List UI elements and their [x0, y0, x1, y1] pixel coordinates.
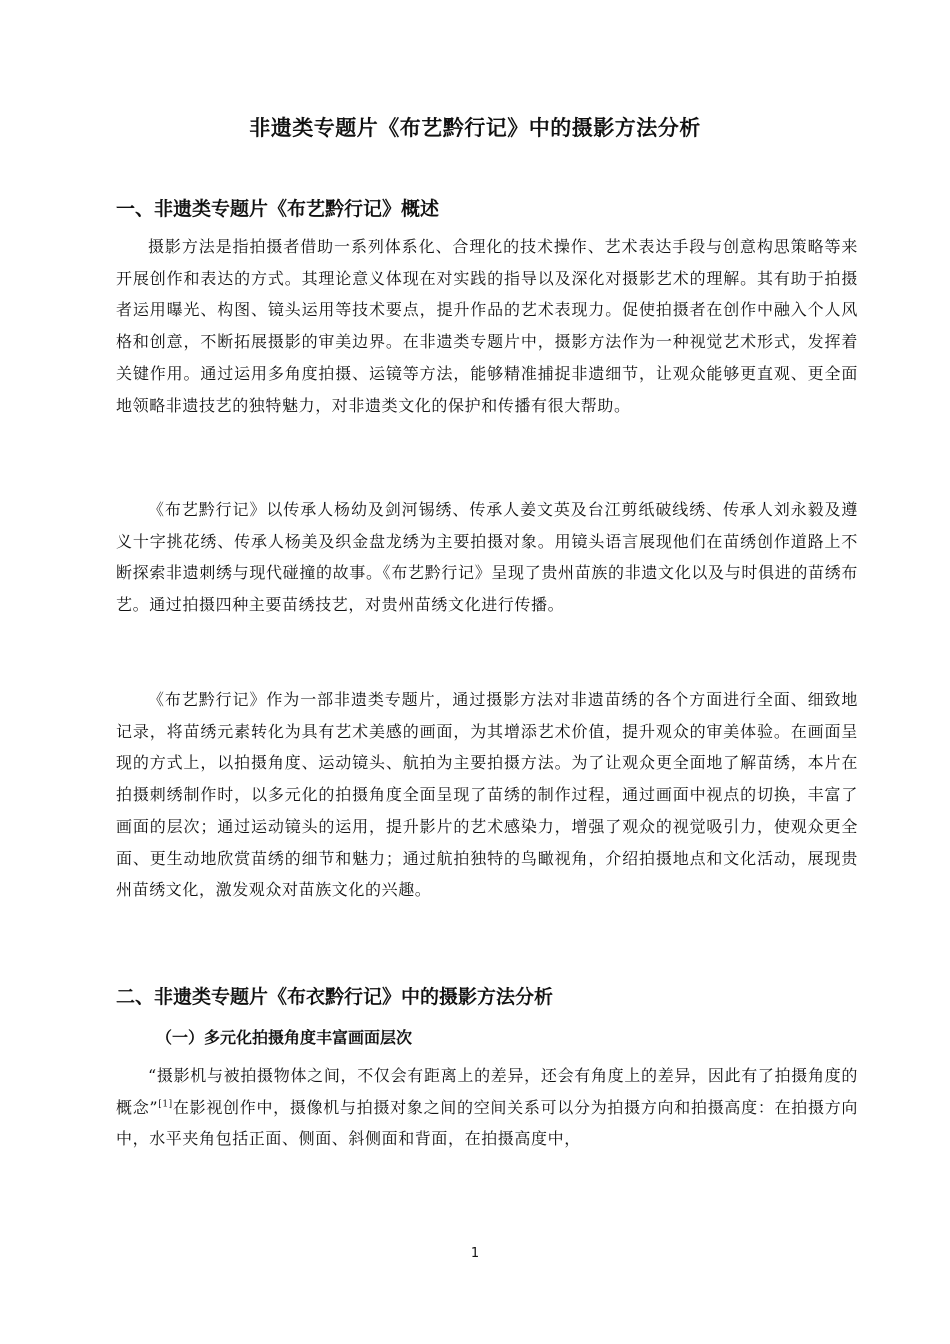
body-paragraph-4 — [116, 1060, 858, 1155]
body-paragraph-1: 摄影方法是指拍摄者借助一系列体系化、合理化的技术操作、艺术表达手段与创意构思策略等来开展创作和表达的方式。其理论意义体现在对实践的指导以及深化对摄影艺术的理解。其有助于拍摄者运用曝光、构图、镜头运用等技术要点，提升作品的艺术表现力。促使拍摄者在创作中融入个人风格和创意，不断拓展摄影的审美边界。在非遗类专题片中，摄影方法作为一种视觉艺术形式，发挥着关键作用。通过运用多角度拍摄、运镜等方法，能够精准捕捉非遗细节，让观众能够更直观、更全面地领略非遗技艺的独特魅力，对非遗类文化的保护和传播有很大帮助。 — [116, 237, 858, 415]
body-paragraph-2: 《布艺黔行记》以传承人杨幼及剑河锡绣、传承人姜文英及台江剪纸破线绣、传承人刘永毅及遵义十字挑花绣、传承人杨美及织金盘龙绣为主要拍摄对象。用镜头语言展现他们在苗绣创作道路上不断探索非遗刺绣与现代碰撞的故事。《布艺黔行记》呈现了贵州苗族的非遗文化以及与时俱进的苗绣布艺。通过拍摄四种主要苗绣技艺，对贵州苗绣文化进行传播。 — [116, 500, 858, 615]
subsection-heading-1: （一）多元化拍摄角度丰富画面层次 — [156, 1028, 413, 1047]
body-paragraph-3: 《布艺黔行记》作为一部非遗类专题片，通过摄影方法对非遗苗绣的各个方面进行全面、细致地记录，将苗绣元素转化为具有艺术美感的画面，为其增添艺术价值，提升观众的审美体验。在画面呈现的方式上，以拍摄角度、运动镜头、航拍为主要拍摄方法。为了让观众更全面地了解苗绣，本片在拍摄刺绣制作时，以多元化的拍摄角度全面呈现了苗绣的制作过程，通过画面中视点的切换，丰富了画面的层次；通过运动镜头的运用，提升影片的艺术感染力，增强了观众的视觉吸引力，使观众更全面、更生动地欣赏苗绣的细节和魅力；通过航拍独特的鸟瞰视角，介绍拍摄地点和文化活动，展现贵州苗绣文化，激发观众对苗族文化的兴趣。 — [116, 690, 858, 900]
page-number: 1 — [470, 1246, 480, 1261]
quoted-text: “摄影机与被拍摄物体之间，不仅会有距离上的差异，还会有角度上的差异，因此有了拍摄角度的概念” — [116, 1066, 858, 1117]
section-heading-2: 二、非遗类专题片《布衣黔行记》中的摄影方法分析 — [116, 986, 554, 1008]
section-heading-1: 一、非遗类专题片《布艺黔行记》概述 — [116, 198, 440, 220]
citation-marker[interactable]: [1] — [158, 1099, 173, 1110]
paragraph-continuation: 在影视创作中，摄像机与拍摄对象之间的空间关系可以分为拍摄方向和拍摄高度：在拍摄方向中，水平夹角包括正面、侧面、斜侧面和背面，在拍摄高度中， — [116, 1097, 859, 1149]
document-title: 非遗类专题片《布艺黔行记》中的摄影方法分析 — [249, 116, 701, 140]
